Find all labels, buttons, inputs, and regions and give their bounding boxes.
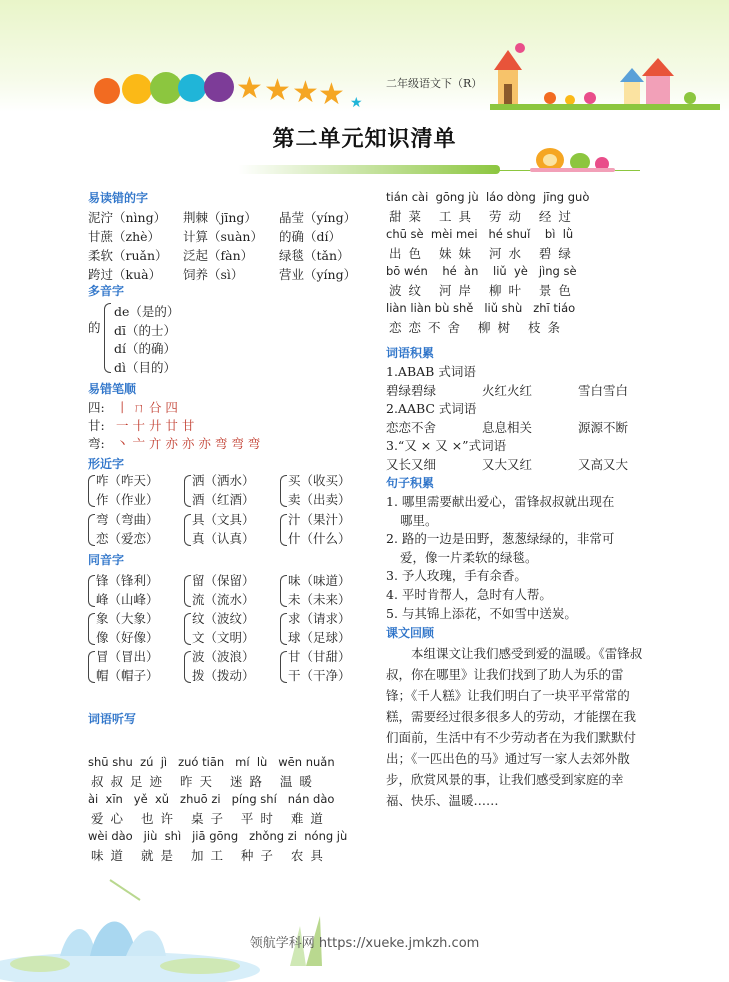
yidu-item: 荆棘（jīng）	[183, 210, 257, 225]
section-title-jilei: 词语积累	[386, 346, 435, 360]
tongyin-item: 拨（拨动）	[192, 668, 255, 683]
bishun-strokes: 一 十 廾 廿 甘	[116, 418, 195, 433]
page-title: 第二单元知识清单	[272, 127, 457, 152]
jilei-word: 雪白雪白	[578, 383, 629, 398]
yidu-item: 泥泞（nìng）	[88, 210, 167, 225]
tongyin-item: 像（好像）	[96, 630, 159, 645]
tongyin-item: 球（足球）	[288, 630, 351, 645]
xingjin-item: 酒（红酒）	[192, 492, 255, 507]
tongyin-item: 味（味道）	[288, 573, 351, 588]
star-icon: ★	[236, 71, 263, 106]
tongyin-item: 峰（山峰）	[96, 592, 159, 607]
brace	[88, 613, 95, 645]
jilei-head: 1.ABAB 式词语	[386, 364, 476, 379]
star-icon: ★	[350, 95, 363, 111]
tingxie-words: 味道 就是 加工 种子 农具	[91, 848, 330, 863]
jilei-word: 息息相关	[482, 420, 533, 435]
yidu-item: 计算（suàn）	[183, 229, 263, 244]
xingjin-item: 洒（洒水）	[192, 473, 255, 488]
yidu-item: 晶莹（yíng）	[279, 210, 357, 225]
xingjin-item: 什（什么）	[288, 531, 351, 546]
section-title-huigu: 课文回顾	[386, 626, 435, 640]
duoyin-item: dī（的士）	[114, 322, 176, 338]
duoyin-item: de（是的）	[114, 304, 180, 319]
juzi-line: 3. 予人玫瑰，手有余香。	[386, 568, 527, 584]
star-icon: ★	[292, 75, 319, 110]
yidu-item: 饲养（sì）	[183, 267, 244, 282]
jilei-head: 3.“又 × 又 ×”式词语	[386, 438, 507, 453]
brace	[88, 475, 95, 507]
tongyin-item: 纹（波纹）	[192, 611, 255, 626]
title-underline	[238, 165, 500, 174]
duoyin-item: dì（目的）	[114, 359, 176, 375]
tongyin-item: 求（请求）	[288, 611, 351, 626]
xingjin-item: 作（作业）	[96, 492, 159, 507]
juzi-line: 1. 哪里需要献出爱心，雷锋叔叔就出现在	[386, 494, 615, 509]
xingjin-item: 具（文具）	[192, 512, 255, 527]
yidu-item: 跨过（kuà）	[88, 267, 162, 282]
xingjin-item: 弯（弯曲）	[96, 512, 159, 527]
tingxie-words: 出色 妹妹 河水 碧绿	[389, 246, 578, 261]
brace	[280, 475, 287, 507]
section-title-juzi: 句子积累	[386, 476, 435, 490]
tingxie-words: 叔叔足迹 昨天 迷路 温暖	[91, 774, 319, 789]
tingxie-words: 恋恋不舍 柳树 枝条	[389, 320, 567, 335]
star-icon: ★	[264, 73, 291, 108]
xingjin-item: 真（认真）	[192, 531, 255, 546]
section-title-tongyin: 同音字	[88, 553, 125, 567]
grade-label: 二年级语文下（R）	[386, 77, 483, 90]
circle-decoration	[204, 72, 234, 102]
section-title-xingjin: 形近字	[88, 457, 125, 471]
tongyin-item: 帽（帽子）	[96, 668, 159, 683]
tongyin-item: 甘（甘甜）	[288, 649, 351, 664]
yidu-item: 绿毯（tǎn）	[279, 248, 350, 263]
jilei-head: 2.AABC 式词语	[386, 401, 477, 416]
brace	[184, 651, 191, 683]
duoyin-char: 的	[88, 320, 101, 335]
jilei-word: 又大又红	[482, 457, 533, 472]
tongyin-item: 象（大象）	[96, 611, 159, 626]
tingxie-words: 甜菜 工具 劳动 经过	[389, 209, 578, 224]
yidu-item: 的确（dí）	[279, 229, 341, 244]
tingxie-pinyin: wèi dào jiù shì jiā gōng zhǒng zi nóng jù	[88, 829, 348, 843]
bishun-strokes: 丨 ㄇ 㕣 四	[116, 400, 178, 415]
star-icon: ★	[318, 77, 345, 112]
bishun-label: 弯:	[88, 436, 105, 451]
xingjin-item: 买（收买）	[288, 473, 351, 488]
snail-illustration	[510, 132, 620, 174]
brace	[280, 651, 287, 683]
xingjin-item: 汁（果汁）	[288, 512, 351, 527]
tongyin-item: 冒（冒出）	[96, 649, 159, 664]
brace	[184, 514, 191, 546]
tongyin-item: 文（文明）	[192, 630, 255, 645]
tingxie-pinyin: tián cài gōng jù láo dòng jīng guò	[386, 190, 590, 204]
brace	[88, 514, 95, 546]
brace	[280, 613, 287, 645]
tingxie-pinyin: ài xīn yě xǔ zhuō zi píng shí nán dào	[88, 792, 335, 806]
xingjin-item: 咋（咋天）	[96, 473, 159, 488]
huigu-paragraph: 本组课文让我们感受到爱的温暖。《雷锋叔叔，你在哪里》让我们找到了助人为乐的雷锋；《千人糕》让我们明白了一块平平常常的糕，需要经过很多很多人的劳动，才能摆在我们面前，生活中有不少劳动者在为我们默默付出；《一匹出色的马》通过写一家人去郊外散步，欣赏风景的事，让我们感受到家庭的幸福、快乐、温暖……	[386, 646, 643, 808]
juzi-line: 5. 与其锦上添花，不如雪中送炭。	[386, 605, 577, 621]
brace	[184, 475, 191, 507]
jilei-word: 又长又细	[386, 457, 437, 472]
yidu-item: 泛起（fàn）	[183, 248, 254, 263]
brace	[184, 613, 191, 645]
tongyin-item: 留（保留）	[192, 573, 255, 588]
section-title-yidu: 易读错的字	[88, 191, 149, 205]
section-title-duoyin: 多音字	[88, 284, 125, 298]
tingxie-pinyin: shū shu zú jì zuó tiān mí lù wēn nuǎn	[88, 755, 335, 769]
watermark: 领航学科网 https://xueke.jmkzh.com	[249, 936, 480, 951]
tongyin-item: 干（干净）	[288, 668, 351, 683]
circle-decoration	[178, 74, 206, 102]
yidu-item: 甘蔗（zhè）	[88, 229, 161, 244]
yidu-item: 柔软（ruǎn）	[88, 248, 168, 263]
bishun-label: 四:	[88, 400, 105, 415]
jilei-word: 源源不断	[578, 420, 629, 435]
brace	[280, 575, 287, 607]
tingxie-pinyin: bō wén hé àn liǔ yè jìng sè	[386, 264, 577, 278]
circle-decoration	[94, 78, 120, 104]
bishun-strokes: 丶 亠 亣 亦 亦 亦 弯 弯 弯	[116, 436, 261, 451]
tongyin-item: 锋（锋利）	[96, 573, 159, 588]
brace	[88, 575, 95, 607]
tingxie-pinyin: chū sè mèi mei hé shuǐ bì lǜ	[386, 227, 574, 241]
tingxie-words: 波纹 河岸 柳叶 景色	[389, 283, 578, 298]
circle-decoration	[122, 74, 152, 104]
brace	[184, 575, 191, 607]
juzi-line: 哪里。	[400, 512, 438, 528]
tingxie-pinyin: liàn liàn bù shě liǔ shù zhī tiáo	[386, 301, 576, 315]
tongyin-item: 波（波浪）	[192, 649, 255, 664]
section-title-bishun: 易错笔顺	[88, 382, 137, 396]
tongyin-item: 未（未来）	[288, 592, 351, 607]
brace	[88, 651, 95, 683]
house-illustration	[490, 40, 720, 112]
bishun-label: 甘:	[88, 418, 105, 433]
duoyin-item: dí（的确）	[114, 341, 176, 356]
lotus-illustration	[0, 860, 260, 982]
jilei-word: 火红火红	[482, 383, 533, 398]
tingxie-words: 爱心 也许 桌子 平时 难道	[91, 811, 330, 826]
jilei-word: 碧绿碧绿	[386, 383, 437, 398]
jilei-word: 又高又大	[578, 457, 629, 472]
xingjin-item: 卖（出卖）	[288, 492, 351, 507]
jilei-word: 恋恋不舍	[386, 420, 437, 435]
xingjin-item: 恋（爱恋）	[96, 531, 159, 546]
brace	[280, 514, 287, 546]
juzi-line: 爱，像一片柔软的绿毯。	[400, 549, 538, 565]
section-title-tingxie: 词语听写	[88, 712, 137, 726]
juzi-line: 4. 平时肯帮人，急时有人帮。	[386, 587, 552, 602]
tongyin-item: 流（流水）	[192, 592, 255, 607]
yidu-item: 营业（yíng）	[279, 267, 357, 282]
brace	[104, 303, 111, 373]
juzi-line: 2. 路的一边是田野，葱葱绿绿的，非常可	[386, 531, 615, 547]
